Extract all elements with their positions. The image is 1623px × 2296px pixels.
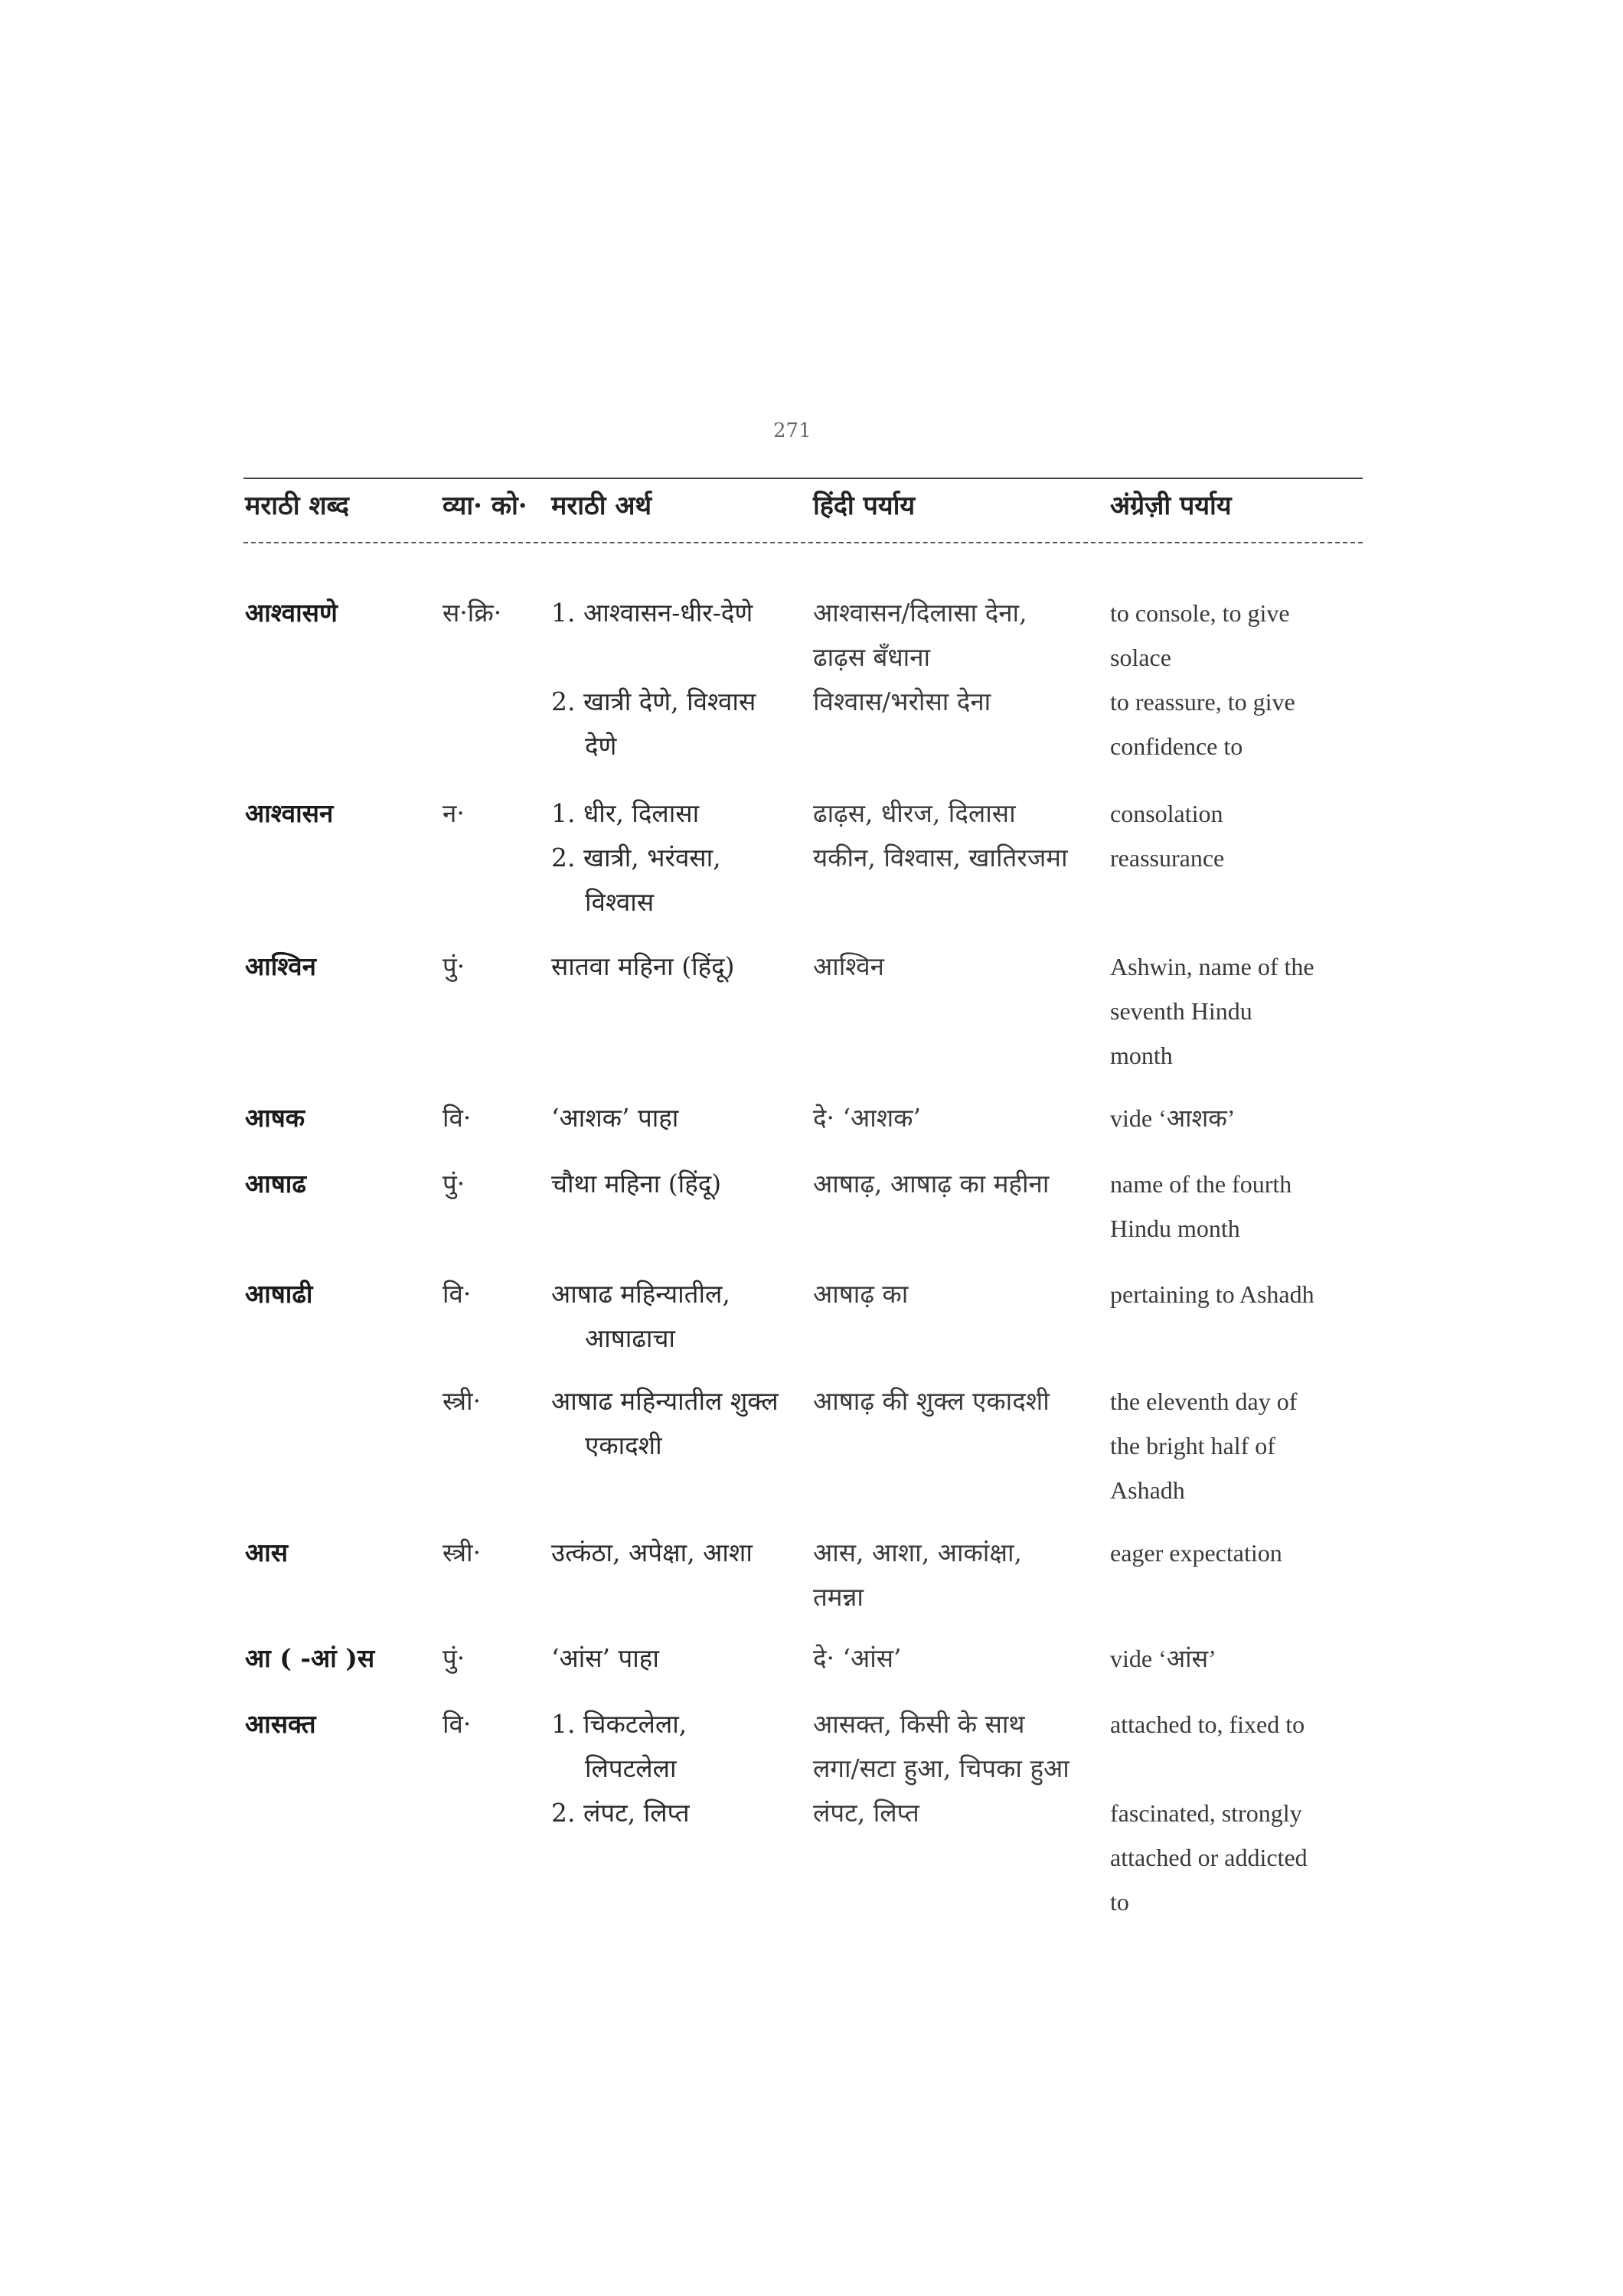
meaning-line: 2. लंपट, लिप्त <box>551 1798 690 1828</box>
hindi-line: यकीन, विश्वास, खातिरजमा <box>813 843 1068 872</box>
entry-word: आस <box>245 1538 289 1567</box>
meaning-line: लिपटलेला <box>585 1753 677 1783</box>
entry-word: आश्वासन <box>245 798 334 828</box>
header-english-synonym: अंग्रेज़ी पर्याय <box>1110 491 1232 521</box>
entry-hindi <box>813 791 1068 880</box>
entry-hindi: विश्वास/भरोसा देना <box>813 687 991 716</box>
entry-pos: पुं· <box>442 1169 465 1199</box>
entry-marathi-meaning <box>551 680 756 768</box>
entry-english <box>1110 591 1290 680</box>
entry-hindi: दे· ‘आशक’ <box>813 1103 921 1133</box>
entry-pos: वि· <box>442 1103 472 1133</box>
english-line: reassurance <box>1110 844 1225 872</box>
english-line: confidence to <box>1110 732 1243 760</box>
entry-hindi: दे· ‘आंस’ <box>813 1643 902 1673</box>
english-line: Ashadh <box>1110 1476 1185 1504</box>
hindi-line: लंपट, लिप्त <box>813 1798 919 1828</box>
entry-hindi: आषाढ़, आषाढ़ का महीना <box>813 1169 1050 1199</box>
entry-english: attached to, fixed to <box>1110 1711 1305 1738</box>
english-line: to reassure, to give <box>1110 688 1295 716</box>
entry-english <box>1110 944 1314 1078</box>
english-line: attached or addicted <box>1110 1844 1308 1871</box>
meaning-line: 1. धीर, दिलासा <box>551 798 700 828</box>
entry-hindi: आश्विन <box>813 951 884 981</box>
entry-hindi <box>813 1702 1069 1835</box>
entry-word: आसक्त <box>245 1709 316 1739</box>
entry-word: आषाढ <box>245 1169 306 1199</box>
english-line: consolation <box>1110 800 1223 827</box>
entry-marathi-meaning <box>551 1272 730 1361</box>
entry-hindi: आषाढ़ का <box>813 1279 909 1309</box>
entry-pos: स्त्री· <box>442 1386 482 1416</box>
page-number: 271 <box>773 419 812 442</box>
entry-marathi-meaning <box>551 1379 779 1468</box>
entry-marathi-meaning <box>551 1702 690 1835</box>
english-line: fascinated, strongly <box>1110 1799 1302 1827</box>
english-line: the eleventh day of <box>1110 1388 1298 1415</box>
entry-hindi <box>813 591 1027 680</box>
hindi-line: लगा/सटा हुआ, चिपका हुआ <box>813 1753 1069 1783</box>
english-line: Ashwin, name of the <box>1110 953 1314 980</box>
entry-pos: वि· <box>442 1709 472 1739</box>
entry-english <box>1110 1162 1292 1251</box>
hindi-line: तमन्ना <box>813 1582 864 1612</box>
header-grammar: व्या· को· <box>442 491 527 521</box>
entry-marathi-meaning: चौथा महिना (हिंदू) <box>551 1169 722 1199</box>
header-hindi-synonym: हिंदी पर्याय <box>813 491 916 521</box>
entry-english <box>1110 1791 1308 1924</box>
meaning-line: आषाढ महिन्यातील, <box>551 1279 730 1309</box>
entry-marathi-meaning <box>551 591 753 635</box>
english-line: Hindu month <box>1110 1215 1240 1242</box>
english-line: seventh Hindu <box>1110 997 1252 1025</box>
entry-pos: न· <box>442 798 465 828</box>
entry-english <box>1110 791 1224 880</box>
entry-english: vide ‘आशक’ <box>1110 1104 1236 1132</box>
meaning-line: विश्वास <box>585 887 655 917</box>
entry-pos: पुं· <box>442 951 465 981</box>
meaning-line: एकादशी <box>585 1430 662 1460</box>
meaning-line: 2. खात्री देणे, विश्वास <box>551 687 756 716</box>
english-line: solace <box>1110 644 1171 671</box>
english-line: name of the fourth <box>1110 1170 1292 1198</box>
entry-english: pertaining to Ashadh <box>1110 1280 1314 1308</box>
hindi-line: आसक्त, किसी के साथ <box>813 1709 1025 1739</box>
entry-english: eager expectation <box>1110 1539 1282 1567</box>
entry-marathi-meaning: सातवा महिना (हिंदू) <box>551 951 735 981</box>
header-marathi-meaning: मराठी अर्थ <box>551 491 652 521</box>
entry-word: आश्विन <box>245 951 316 981</box>
entry-pos: पुं· <box>442 1643 465 1673</box>
entry-english <box>1110 680 1295 768</box>
entry-marathi-meaning: उत्कंठा, अपेक्षा, आशा <box>551 1538 753 1567</box>
header-marathi-word: मराठी शब्द <box>245 491 349 521</box>
entry-marathi-meaning: ‘आंस’ पाहा <box>551 1643 659 1673</box>
meaning-line: आषाढ महिन्यातील शुक्ल <box>551 1386 779 1416</box>
entry-english: vide ‘आंस’ <box>1110 1645 1216 1672</box>
entry-english <box>1110 1379 1297 1512</box>
hindi-line: आस, आशा, आकांक्षा, <box>813 1538 1023 1567</box>
english-line: to <box>1110 1888 1129 1916</box>
meaning-line: 1. आश्वासन-धीर-देणे <box>551 598 753 628</box>
meaning-line: 1. चिकटलेला, <box>551 1709 687 1739</box>
entry-word: आ ( -आं )स <box>245 1643 375 1673</box>
entry-word: आषाढी <box>245 1279 313 1309</box>
entry-hindi: आषाढ़ की शुक्ल एकादशी <box>813 1386 1050 1416</box>
hindi-line: ढाढ़स, धीरज, दिलासा <box>813 798 1016 828</box>
entry-marathi-meaning <box>551 791 721 925</box>
meaning-line: देणे <box>585 731 617 761</box>
english-line: month <box>1110 1042 1173 1069</box>
top-rule <box>243 478 1363 479</box>
entry-pos: स्त्री· <box>442 1538 482 1567</box>
english-line: to console, to give <box>1110 599 1290 627</box>
hindi-line: ढाढ़स बँधाना <box>813 642 931 672</box>
entry-marathi-meaning: ‘आशक’ पाहा <box>551 1103 679 1133</box>
meaning-line: 2. खात्री, भरंवसा, <box>551 843 721 872</box>
entry-pos: स·क्रि· <box>442 598 502 628</box>
entry-hindi <box>813 1531 1022 1619</box>
header-rule <box>243 542 1363 543</box>
english-line: the bright half of <box>1110 1432 1275 1459</box>
entry-word: आश्वासणे <box>245 598 338 628</box>
entry-pos: वि· <box>442 1279 472 1309</box>
hindi-line: आश्वासन/दिलासा देना, <box>813 598 1027 628</box>
entry-word: आषक <box>245 1103 305 1133</box>
meaning-line: आषाढाचा <box>585 1323 675 1353</box>
